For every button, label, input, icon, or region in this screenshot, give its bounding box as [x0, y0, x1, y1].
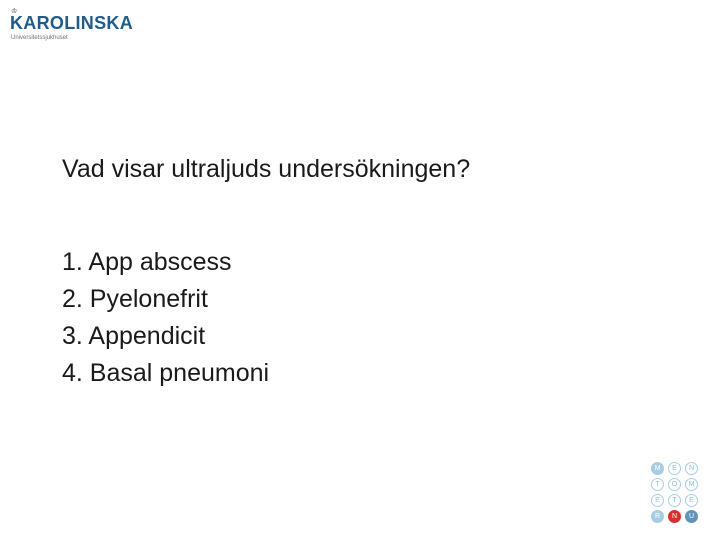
logo-wordmark: KAROLINSKA: [10, 13, 133, 33]
badge-letter: E: [651, 494, 664, 507]
badge-letter: N: [668, 510, 681, 523]
answer-option: 4. Basal pneumoni: [62, 359, 270, 387]
badge-letter: E: [668, 462, 681, 475]
badge-letter: T: [651, 478, 664, 491]
answer-options-list: [62, 244, 269, 392]
badge-letter: O: [668, 478, 681, 491]
answer-option: 1. App abscess: [62, 248, 232, 276]
badge-letter: M: [651, 462, 664, 475]
badge-letter: R: [651, 510, 664, 523]
question-text: Vad visar ultraljuds undersökningen?: [62, 155, 471, 183]
badge-letter: U: [685, 510, 698, 523]
badge-letter: N: [685, 462, 698, 475]
mentometer-logo: [651, 462, 699, 524]
badge-letter: M: [685, 478, 698, 491]
badge-letter: E: [685, 494, 698, 507]
badge-letter: T: [668, 494, 681, 507]
answer-option: 2. Pyelonefrit: [62, 285, 208, 313]
logo-subtitle: Universitetssjukhuset: [11, 35, 68, 41]
karolinska-logo: [10, 8, 140, 42]
answer-option: 3. Appendicit: [62, 322, 206, 350]
crown-icon: ♔: [11, 8, 18, 15]
